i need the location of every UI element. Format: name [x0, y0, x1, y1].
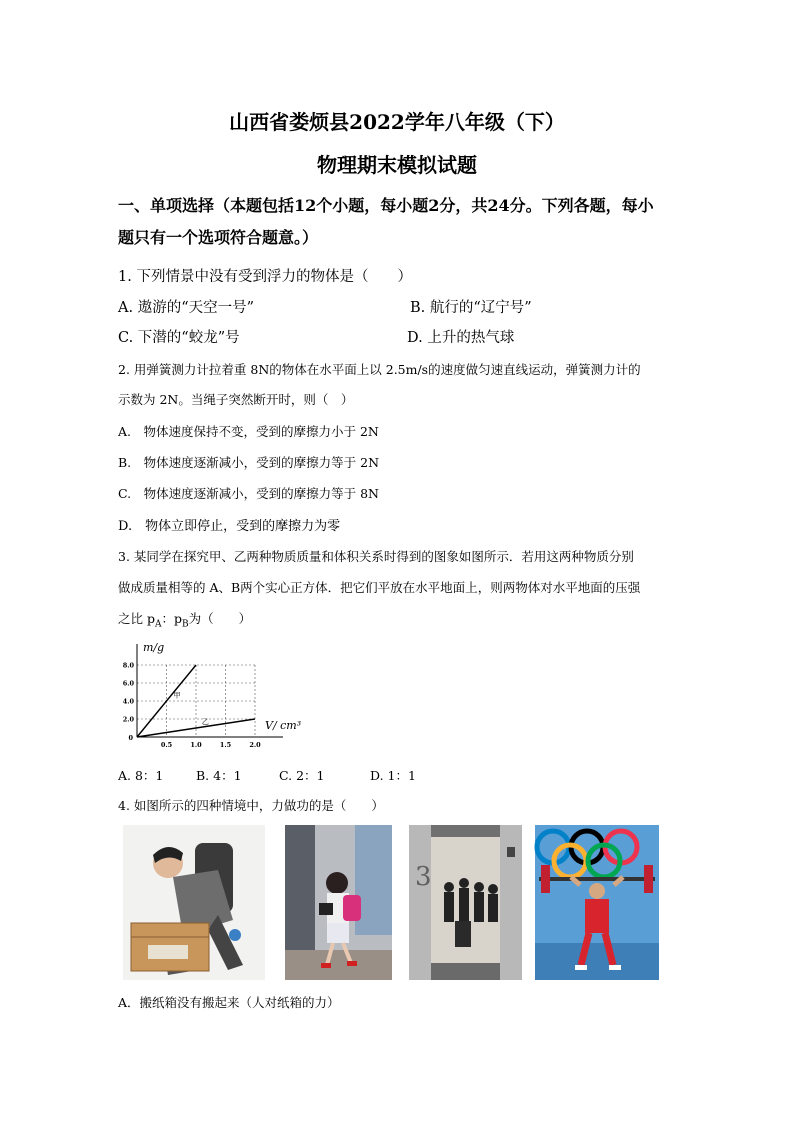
elevator-illustration	[409, 825, 522, 980]
series-label-0: 甲	[173, 691, 181, 700]
y-tick-label-1: 6.0	[122, 679, 134, 688]
photo-elevator	[409, 825, 522, 980]
photo-weightlifter	[535, 825, 659, 980]
q3-stem-line1: 3. 某同学在探究甲、乙两种物质质量和体积关系时得到的图象如图所示．若用这两种物质分别	[118, 549, 634, 564]
section-heading-line1: 一、单项选择（本题包括12个小题，每小题2分，共24分。下列各题，每小	[118, 196, 654, 215]
mass-volume-chart	[115, 638, 302, 753]
exam-subtitle: 物理期末模拟试题	[317, 153, 477, 177]
girl-walking-illustration	[285, 825, 392, 980]
q4-option-a: A．搬纸箱没有搬起来（人对纸箱的力）	[118, 995, 340, 1010]
q2-option-b: B. 物体速度逐渐减小，受到的摩擦力等于 2N	[118, 455, 380, 470]
x-tick-label-0: 0.5	[160, 741, 173, 749]
q3-sub-a: A	[154, 619, 162, 630]
q1-option-d: D. 上升的热气球	[407, 330, 515, 346]
q3-ratio-colon: ：p	[161, 611, 182, 626]
x-axis-label: V/ cm³	[265, 719, 302, 732]
section-heading-line2: 题只有一个选项符合题意。）	[118, 228, 319, 247]
exam-title: 山西省娄烦县2022学年八年级（下）	[229, 110, 565, 134]
q3-option-a: A. 8：1	[118, 768, 164, 783]
q3-ratio-prefix: 之比 p	[118, 611, 155, 626]
x-tick-label-3: 2.0	[249, 741, 261, 749]
y-tick-label-2: 4.0	[122, 697, 134, 706]
chart-labels	[123, 641, 301, 749]
q3-sub-b: B	[182, 619, 189, 630]
q1-stem: 1. 下列情景中没有受到浮力的物体是（ ）	[118, 269, 412, 285]
q3-option-b: B. 4：1	[196, 768, 242, 783]
q1-option-c: C. 下潜的“蛟龙”号	[118, 330, 240, 346]
x-tick-label-1: 1.0	[190, 741, 202, 749]
q4-stem: 4. 如图所示的四种情境中，力做功的是（ ）	[118, 798, 384, 813]
chart-grid	[137, 665, 255, 737]
origin-label: 0	[128, 734, 133, 742]
y-tick-label-3: 2.0	[122, 715, 134, 724]
q3-option-c: C. 2：1	[279, 768, 325, 783]
q2-stem-line2: 示数为 2N。当绳子突然断开时，则（ ）	[118, 392, 354, 407]
svg-text:3: 3	[415, 862, 432, 892]
q2-option-c: C. 物体速度逐渐减小，受到的摩擦力等于 8N	[118, 486, 379, 501]
weightlifter-illustration	[535, 825, 659, 980]
series-label-1: 乙	[201, 718, 209, 727]
q2-option-d: D. 物体立即停止，受到的摩擦力为零	[118, 519, 341, 534]
photo-lifting-box	[123, 825, 265, 980]
chart-axes	[137, 644, 283, 737]
y-tick-label-0: 8.0	[122, 661, 134, 670]
q1-option-a: A. 遨游的“天空一号”	[118, 300, 255, 316]
y-axis-label: m/g	[143, 641, 165, 654]
q3-stem-line2: 做成质量相等的 A、B两个实心正方体．把它们平放在水平地面上，则两物体对水平地面的压强	[118, 580, 641, 595]
q3-option-d: D. 1：1	[370, 768, 416, 783]
q2-stem-line1: 2. 用弹簧测力计拉着重 8N的物体在水平面上以 2.5m/s的速度做匀速直线运动，弹簧测力计的	[118, 362, 641, 377]
photo-girl-walking	[285, 825, 392, 980]
q3-ratio-suffix: 为（ ）	[188, 611, 252, 626]
x-tick-label-2: 1.5	[219, 741, 232, 749]
q1-option-b: B. 航行的“辽宁号”	[410, 300, 532, 316]
q3-stem-line3	[118, 609, 251, 630]
lifting-box-illustration	[123, 825, 265, 980]
q2-option-a: A. 物体速度保持不变，受到的摩擦力小于 2N	[118, 424, 379, 439]
